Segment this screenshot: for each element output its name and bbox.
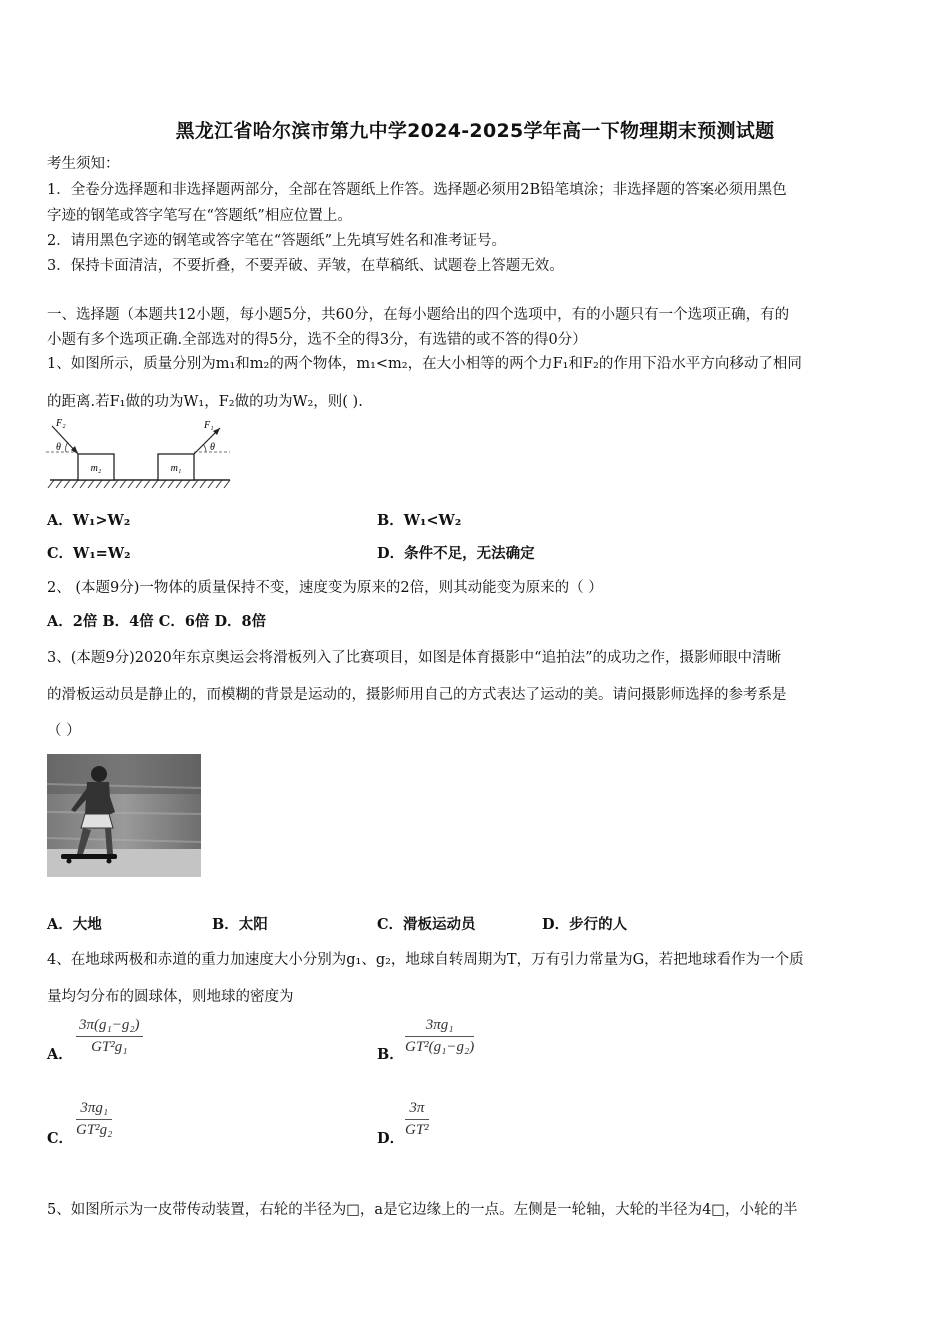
q4-a-denominator: GT²g₁ <box>91 1039 128 1055</box>
q1-option-c[interactable]: C．W₁=W₂ <box>47 545 131 562</box>
page-title: 黑龙江省哈尔滨市第九中学2024-2025学年高一下物理期末预测试题 <box>175 120 775 142</box>
q1-option-d[interactable]: D．条件不足，无法确定 <box>377 545 535 562</box>
q3-option-a[interactable]: A．大地 <box>47 916 102 933</box>
q4-option-d-fraction[interactable] <box>405 1100 429 1139</box>
q4-c-numerator: 3πg₁ <box>76 1100 112 1120</box>
q4-option-d-label[interactable]: D． <box>377 1130 405 1147</box>
force-f2-label: F₂ <box>56 418 66 429</box>
notice-item-1-line1: 1．全卷分选择题和非选择题两部分，全部在答题纸上作答。选择题必须用2B铅笔填涂；非选择题的答案必须用黑色 <box>47 182 787 198</box>
notice-item-2: 2．请用黑色字迹的钢笔或答字笔在“答题纸”上先填写姓名和准考证号。 <box>47 233 507 249</box>
q4-b-numerator: 3πg₁ <box>405 1017 474 1037</box>
q4-b-denominator: GT²(g₁−g₂) <box>405 1039 475 1055</box>
q3-skateboarder-photo <box>47 754 201 877</box>
q5-stem-line1: 5、如图所示为一皮带传动装置，右轮的半径为□，a是它边缘上的一点。左侧是一轮轴，大轮的半径为4□，小轮的半 <box>47 1202 798 1218</box>
q1-stem-line1: 1、如图所示，质量分别为m₁和m₂的两个物体，m₁<m₂，在大小相等的两个力F₁和F₂的作用下沿水平方向移动了相同 <box>47 356 802 372</box>
q4-d-denominator: GT² <box>405 1122 429 1138</box>
block-m1-label: m₁ <box>170 463 182 474</box>
q1-force-diagram <box>44 418 234 490</box>
notice-heading: 考生须知： <box>47 156 120 172</box>
q2-stem: 2、 (本题9分)一物体的质量保持不变，速度变为原来的2倍，则其动能变为原来的（ ） <box>47 580 603 596</box>
q4-a-numerator: 3π(g₁−g₂) <box>76 1017 143 1037</box>
q4-stem-line2: 量均匀分布的圆球体，则地球的密度为 <box>47 989 294 1005</box>
q1-option-b[interactable]: B．W₁<W₂ <box>377 512 462 529</box>
force-f1-label: F₁ <box>204 420 214 431</box>
q4-option-a-label[interactable]: A． <box>47 1046 73 1063</box>
q3-option-b[interactable]: B．太阳 <box>212 916 268 933</box>
notice-item-1-line2: 字迹的钢笔或答字笔写在“答题纸”相应位置上。 <box>47 208 352 224</box>
q3-stem-line2: 的滑板运动员是静止的，而模糊的背景是运动的，摄影师用自己的方式表达了运动的美。请问摄影师选择的参考系是 <box>47 687 787 703</box>
q4-d-numerator: 3π <box>405 1100 429 1120</box>
section-heading-line2: 小题有多个选项正确.全部选对的得5分，选不全的得3分，有选错的或不答的得0分） <box>47 332 587 348</box>
q1-option-a[interactable]: A．W₁>W₂ <box>47 512 131 529</box>
q4-stem-line1: 4、在地球两极和赤道的重力加速度大小分别为g₁、g₂，地球自转周期为T，万有引力常量为G，若把地球看作为一个质 <box>47 952 804 968</box>
q4-option-b-fraction[interactable] <box>405 1017 474 1056</box>
notice-item-3: 3．保持卡面清洁，不要折叠，不要弄破、弄皱，在草稿纸、试题卷上答题无效。 <box>47 258 564 274</box>
q4-c-denominator: GT²g₂ <box>76 1122 113 1138</box>
block-m2-label: m₂ <box>90 463 102 474</box>
q4-option-c-fraction[interactable] <box>76 1100 112 1139</box>
ground-hatching <box>48 480 230 488</box>
f2-theta-label: θ <box>56 442 61 453</box>
q1-stem-line2: 的距离.若F₁做的功为W₁，F₂做的功为W₂，则( ). <box>47 394 363 410</box>
f1-theta-label: θ <box>210 442 215 453</box>
q4-option-a-fraction[interactable] <box>76 1017 143 1056</box>
q3-stem-line3: （ ） <box>47 723 81 739</box>
q3-stem-line1: 3、(本题9分)2020年东京奥运会将滑板列入了比赛项目，如图是体育摄影中“追拍法”的成功之作，摄影师眼中清晰 <box>47 650 781 666</box>
q3-option-c[interactable]: C．滑板运动员 <box>377 916 476 933</box>
section-heading-line1: 一、选择题（本题共12小题，每小题5分，共60分，在每小题给出的四个选项中，有的小题只有一个选项正确，有的 <box>47 307 790 323</box>
q4-option-c-label[interactable]: C． <box>47 1130 74 1147</box>
q3-option-d[interactable]: D．步行的人 <box>542 916 628 933</box>
q2-options[interactable]: A．2倍 B．4倍 C．6倍 D．8倍 <box>47 613 267 630</box>
q4-option-b-label[interactable]: B． <box>377 1046 404 1063</box>
